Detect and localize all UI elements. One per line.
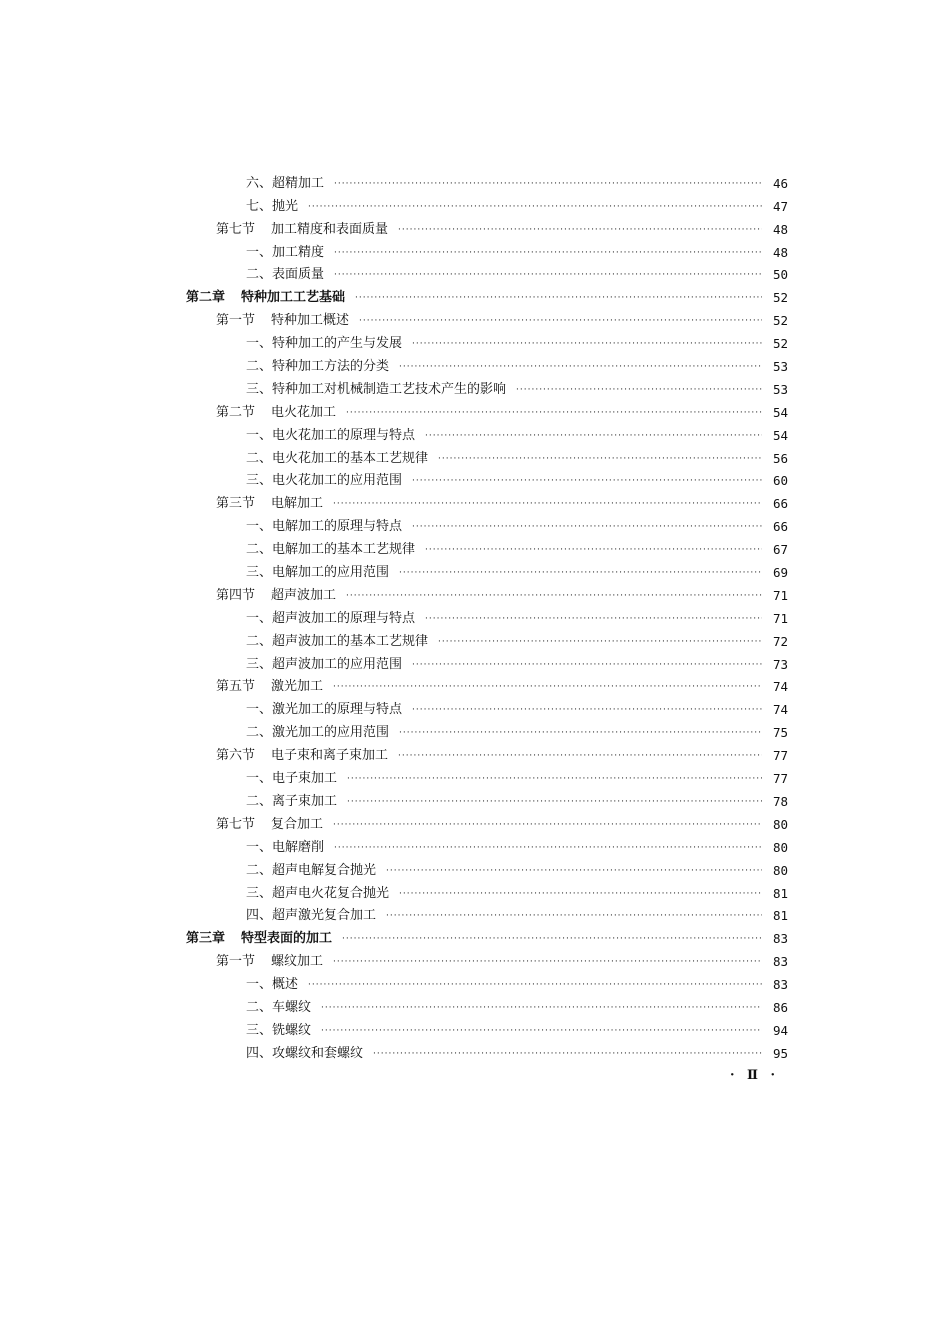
toc-entry-number: 第二节	[216, 404, 256, 420]
toc-entry-title: 表面质量	[272, 267, 325, 283]
toc-entry-page: 48	[772, 244, 788, 260]
toc-entry-item	[186, 238, 788, 261]
dot-leader	[425, 428, 762, 444]
toc-entry-item	[186, 1039, 788, 1062]
toc-entry-title: 加工精度和表面质量	[271, 221, 389, 237]
toc-entry-page: 83	[772, 931, 788, 947]
toc-entry-title: 特种加工对机械制造工艺技术产生的影响	[272, 381, 507, 397]
toc-entry-item	[186, 879, 788, 902]
toc-entry-number: 二、	[246, 793, 273, 809]
toc-entry-page: 72	[772, 633, 788, 649]
toc-entry-item	[186, 650, 788, 673]
dot-leader	[438, 451, 762, 467]
toc-entry-number: 二、	[246, 725, 273, 741]
toc-entry-number: 三、	[246, 1022, 273, 1038]
toc-entry-item	[186, 444, 788, 467]
toc-entry-number: 二、	[246, 999, 273, 1015]
toc-entry-number: 二、	[246, 633, 273, 649]
dot-leader	[425, 542, 762, 558]
toc-entry-page: 60	[772, 473, 788, 489]
dot-leader	[355, 290, 762, 306]
toc-entry-number: 二、	[246, 267, 273, 283]
toc-entry-page: 71	[772, 587, 788, 603]
dot-leader	[334, 267, 762, 283]
toc-entry-section	[186, 581, 788, 604]
toc-entry-page: 66	[772, 519, 788, 535]
toc-entry-section	[186, 215, 788, 238]
dot-leader	[398, 748, 762, 764]
toc-entry-title: 电子束和离子束加工	[271, 748, 389, 764]
toc-entry-chapter	[186, 924, 788, 947]
toc-entry-title: 攻螺纹和套螺纹	[272, 1045, 364, 1061]
toc-entry-title: 电解加工的原理与特点	[272, 519, 403, 535]
toc-entry-number: 四、	[246, 1045, 273, 1061]
dot-leader	[321, 1023, 762, 1039]
toc-entry-number: 一、	[246, 977, 273, 993]
toc-entry-item	[186, 512, 788, 535]
toc-entry-number: 二、	[246, 542, 273, 558]
page-number-footer: · Ⅱ ·	[730, 1068, 780, 1083]
dot-leader	[347, 794, 762, 810]
toc-entry-title: 复合加工	[271, 816, 324, 832]
toc-entry-item	[186, 421, 788, 444]
toc-entry-section	[186, 673, 788, 696]
toc-entry-title: 超声电解复合抛光	[272, 862, 377, 878]
toc-entry-title: 电解加工的应用范围	[272, 565, 390, 581]
toc-entry-number: 二、	[246, 359, 273, 375]
toc-entry-page: 80	[772, 862, 788, 878]
toc-entry-number: 一、	[246, 610, 273, 626]
toc-entry-title: 超精加工	[272, 175, 325, 191]
toc-entry-item	[186, 764, 788, 787]
dot-leader	[425, 611, 762, 627]
dot-leader	[342, 931, 762, 947]
toc-entry-number: 第一节	[216, 313, 256, 329]
toc-entry-title: 抛光	[272, 198, 299, 214]
toc-entry-item	[186, 1016, 788, 1039]
toc-entry-page: 54	[772, 427, 788, 443]
toc-entry-number: 第六节	[216, 748, 256, 764]
toc-entry-item	[186, 375, 788, 398]
toc-entry-title: 电火花加工的基本工艺规律	[272, 450, 429, 466]
toc-entry-item	[186, 558, 788, 581]
toc-entry-number: 一、	[246, 839, 273, 855]
toc-entry-title: 加工精度	[272, 244, 325, 260]
toc-entry-page: 74	[772, 702, 788, 718]
toc-entry-title: 螺纹加工	[271, 954, 324, 970]
toc-entry-item	[186, 718, 788, 741]
toc-entry-title: 特种加工方法的分类	[272, 359, 390, 375]
dot-leader	[333, 679, 762, 695]
dot-leader	[438, 634, 762, 650]
toc-entry-number: 一、	[246, 336, 273, 352]
toc-entry-number: 一、	[246, 244, 273, 260]
toc-entry-chapter	[186, 283, 788, 306]
toc-entry-title: 特种加工概述	[271, 313, 350, 329]
toc-entry-title: 超声激光复合加工	[272, 908, 377, 924]
dot-leader	[308, 199, 762, 215]
toc-entry-page: 52	[772, 290, 788, 306]
dot-leader	[333, 817, 762, 833]
toc-entry-page: 56	[772, 450, 788, 466]
dot-leader	[412, 336, 762, 352]
dot-leader	[399, 886, 762, 902]
toc-entry-title: 激光加工的原理与特点	[272, 702, 403, 718]
toc-entry-page: 77	[772, 748, 788, 764]
dot-leader	[359, 313, 762, 329]
dot-leader	[516, 382, 762, 398]
toc-entry-section	[186, 398, 788, 421]
toc-entry-page: 53	[772, 359, 788, 375]
dot-leader	[399, 359, 762, 375]
toc-entry-title: 超声波加工的基本工艺规律	[272, 633, 429, 649]
toc-entry-item	[186, 856, 788, 879]
toc-entry-item	[186, 970, 788, 993]
toc-entry-page: 67	[772, 542, 788, 558]
toc-entry-number: 三、	[246, 656, 273, 672]
toc-entry-title: 概述	[272, 977, 299, 993]
toc-entry-page: 81	[772, 885, 788, 901]
dot-leader	[333, 954, 762, 970]
dot-leader	[334, 840, 762, 856]
toc-entry-number: 三、	[246, 381, 273, 397]
toc-entry-title: 超声波加工的应用范围	[272, 656, 403, 672]
dot-leader	[412, 657, 762, 673]
toc-entry-number: 第五节	[216, 679, 256, 695]
toc-entry-page: 78	[772, 793, 788, 809]
toc-entry-item	[186, 627, 788, 650]
toc-entry-page: 69	[772, 565, 788, 581]
toc-entry-item	[186, 192, 788, 215]
dot-leader	[412, 519, 762, 535]
toc-entry-page: 46	[772, 175, 788, 191]
toc-entry-page: 53	[772, 381, 788, 397]
dot-leader	[398, 222, 762, 238]
toc-entry-number: 六、	[246, 175, 273, 191]
toc-entry-number: 一、	[246, 519, 273, 535]
toc-entry-number: 第二章	[186, 290, 226, 306]
toc-entry-page: 83	[772, 954, 788, 970]
toc-entry-page: 77	[772, 771, 788, 787]
toc-entry-page: 75	[772, 725, 788, 741]
toc-entry-title: 电解加工的基本工艺规律	[272, 542, 416, 558]
toc-entry-title: 电火花加工的应用范围	[272, 473, 403, 489]
dot-leader	[334, 176, 762, 192]
toc-entry-number: 第三节	[216, 496, 256, 512]
toc-entry-number: 三、	[246, 473, 273, 489]
toc-entry-title: 超声波加工	[271, 587, 337, 603]
toc-entry-number: 第三章	[186, 931, 226, 947]
toc-entry-item	[186, 833, 788, 856]
toc-entry-section	[186, 947, 788, 970]
toc-entry-item	[186, 261, 788, 284]
dot-leader	[386, 863, 762, 879]
toc-entry-title: 激光加工的应用范围	[272, 725, 390, 741]
dot-leader	[412, 473, 762, 489]
toc-entry-item	[186, 902, 788, 925]
toc-entry-title: 电子束加工	[272, 771, 338, 787]
toc-entry-number: 四、	[246, 908, 273, 924]
toc-entry-title: 电解磨削	[272, 839, 325, 855]
toc-entry-number: 第七节	[216, 816, 256, 832]
toc-entry-number: 第一节	[216, 954, 256, 970]
toc-entry-item	[186, 467, 788, 490]
toc-entry-item	[186, 329, 788, 352]
dot-leader	[346, 405, 762, 421]
dot-leader	[399, 565, 762, 581]
toc-entry-page: 94	[772, 1022, 788, 1038]
toc-entry-title: 铣螺纹	[272, 1022, 312, 1038]
dot-leader	[346, 588, 762, 604]
toc-entry-item	[186, 535, 788, 558]
toc-entry-title: 激光加工	[271, 679, 324, 695]
toc-entry-page: 54	[772, 404, 788, 420]
dot-leader	[399, 725, 762, 741]
toc-entry-title: 电火花加工的原理与特点	[272, 427, 416, 443]
toc-entry-number: 三、	[246, 565, 273, 581]
toc-entry-number: 三、	[246, 885, 273, 901]
toc-entry-item	[186, 993, 788, 1016]
toc-entry-page: 83	[772, 977, 788, 993]
toc-entry-section	[186, 810, 788, 833]
toc-entry-title: 电火花加工	[271, 404, 337, 420]
toc-entry-title: 离子束加工	[272, 793, 338, 809]
toc-entry-item	[186, 695, 788, 718]
toc-entry-page: 73	[772, 656, 788, 672]
toc-entry-title: 超声电火花复合抛光	[272, 885, 390, 901]
toc-entry-page: 80	[772, 816, 788, 832]
toc-entry-item	[186, 787, 788, 810]
toc-entry-item	[186, 604, 788, 627]
toc-entry-number: 第七节	[216, 221, 256, 237]
toc-entry-page: 95	[772, 1045, 788, 1061]
toc-entry-number: 一、	[246, 771, 273, 787]
toc-entry-page: 86	[772, 999, 788, 1015]
toc-entry-page: 71	[772, 610, 788, 626]
toc-entry-title: 特种加工工艺基础	[241, 290, 346, 306]
dot-leader	[334, 245, 762, 261]
table-of-contents	[186, 169, 788, 1062]
toc-entry-page: 47	[772, 198, 788, 214]
toc-entry-page: 52	[772, 336, 788, 352]
toc-entry-item	[186, 352, 788, 375]
toc-entry-title: 电解加工	[271, 496, 324, 512]
toc-entry-section	[186, 306, 788, 329]
toc-entry-title: 特种加工的产生与发展	[272, 336, 403, 352]
toc-entry-page: 81	[772, 908, 788, 924]
toc-entry-page: 50	[772, 267, 788, 283]
dot-leader	[386, 908, 762, 924]
toc-entry-page: 66	[772, 496, 788, 512]
toc-entry-page: 74	[772, 679, 788, 695]
toc-entry-page: 80	[772, 839, 788, 855]
dot-leader	[333, 496, 762, 512]
toc-entry-item	[186, 169, 788, 192]
toc-entry-section	[186, 489, 788, 512]
toc-entry-page: 48	[772, 221, 788, 237]
toc-entry-number: 二、	[246, 862, 273, 878]
toc-entry-section	[186, 741, 788, 764]
toc-entry-title: 超声波加工的原理与特点	[272, 610, 416, 626]
dot-leader	[308, 977, 762, 993]
toc-entry-number: 七、	[246, 198, 273, 214]
dot-leader	[347, 771, 762, 787]
toc-entry-number: 一、	[246, 702, 273, 718]
toc-entry-number: 一、	[246, 427, 273, 443]
toc-entry-number: 二、	[246, 450, 273, 466]
dot-leader	[412, 702, 762, 718]
toc-entry-page: 52	[772, 313, 788, 329]
dot-leader	[373, 1046, 762, 1062]
toc-entry-title: 车螺纹	[272, 999, 312, 1015]
dot-leader	[321, 1000, 762, 1016]
toc-entry-number: 第四节	[216, 587, 256, 603]
toc-entry-title: 特型表面的加工	[241, 931, 333, 947]
